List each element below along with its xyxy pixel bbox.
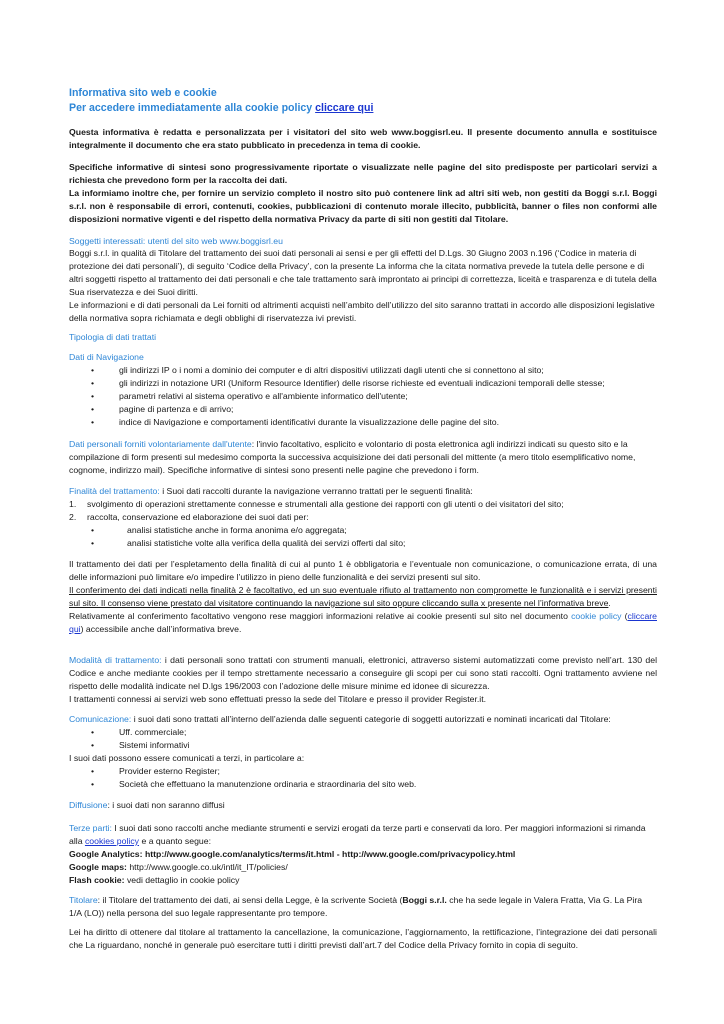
company-name: Boggi s.r.l.: [402, 895, 447, 905]
modalita-section: [69, 654, 657, 706]
google-maps-line: [69, 861, 657, 874]
cookie-policy-line: [69, 101, 657, 116]
soggetti-body: [69, 247, 657, 324]
navigation-data-list: [69, 364, 657, 429]
finalita-label: Finalità del trattamento:: [69, 486, 160, 496]
terze-parti-label: Terze parti:: [69, 823, 112, 833]
list-item: • parametri relativi al sistema operativo e all'ambiente informatico dell'utente;: [69, 390, 657, 403]
document-title: [69, 86, 657, 101]
terze-parti-paragraph: [69, 822, 657, 848]
cookies-policy-link[interactable]: cookies policy: [84, 835, 140, 846]
finalita-paragraph: [69, 485, 657, 498]
paren-open: (: [621, 610, 628, 621]
section-heading-tipologia: Tipologia di dati trattati: [69, 332, 157, 342]
finalita-list: [69, 498, 657, 524]
finalita-sublist: [69, 524, 657, 550]
terze-parti-text-end: e a quanto segue:: [139, 835, 212, 846]
intro-text-2: Specifiche informative di sintesi sono progressivamente riportate o visualizzate nelle pagine del sito predisposte per particolari servizi a richiesta che prevedono form per la raccolta dei dati.: [69, 162, 657, 185]
voluntary-data-label: Dati personali forniti volontariamente dall'utente: [69, 439, 252, 449]
list-item: [69, 511, 657, 524]
list-item: • Provider esterno Register;: [69, 765, 657, 778]
cookie-info-text: Relativamente al conferimento facoltativo vengono rese maggiori informazioni relative ai cookie presenti sul sito nel documento: [69, 610, 572, 621]
third-party-recipients-list: [69, 765, 657, 791]
intro-text-3: La informiamo inoltre che, per fornire un servizio completo il nostro sito può contenere link ad altri siti web, non gestiti da Boggi s.r.l. Boggi s.r.l. non è responsabile di errori, contenuti, cookies, pubblicazioni di contenuto morale illecito, pubblicità, banner o files non conformi alle disposizioni normative vigenti e del rispetto della normativa Privacy da parte di siti non gestiti dal Titolare.: [69, 187, 657, 224]
list-item: • gli indirizzi IP o i nomi a dominio dei computer e di altri dispositivi utilizzati dagli utenti che si connettono al sito;: [69, 364, 657, 377]
diffusione-paragraph: [69, 799, 657, 812]
subtitle-text: Per accedere immediatamente alla cookie policy: [69, 102, 313, 114]
list-item: • Sistemi informativi: [69, 739, 657, 752]
list-item: • pagine di partenza e di arrivo;: [69, 403, 657, 416]
terze-parti-section: [69, 822, 657, 887]
internal-recipients-list: [69, 726, 657, 752]
obligatory-paragraph: Il trattamento dei dati per l’espletamento della finalità di cui al punto 1 è obbligatoria e l’eventuale non comunicazione, o comunicazione errata, di una delle informazioni può limitare e/o impedire l’utilizzo in pieno delle funzionalità e dei servizi presenti sul sito.: [69, 559, 657, 582]
modalita-label: Modalità di trattamento:: [69, 655, 162, 665]
finalita-details: [69, 558, 657, 635]
comunicazione-text: i suoi dati sono trattati all’interno dell’azienda dalle seguenti categorie di soggetti autorizzati e nominati incaricati dal Titolare:: [131, 714, 611, 724]
terze-parti-text: I suoi dati sono raccolti anche mediante strumenti e servizi erogati da terze parti e conservati da loro. Per maggiori informazioni si rimanda alla: [69, 823, 646, 846]
cookie-policy-label: cookie policy: [571, 610, 622, 621]
list-item: • indice di Navigazione e comportamenti identificativi durante la visualizzazione delle pagine del sito.: [69, 416, 657, 429]
titolare-text-end: che ha sede legale in Valera Fratta, Via G. La Pira 1/A (LO)) nella persona del suo legale rappresentante pro tempore.: [69, 895, 643, 918]
list-number: 2.: [69, 511, 77, 522]
list-item: • analisi statistiche volte alla verifica della qualità dei servizi offerti dal sito;: [69, 537, 657, 550]
soggetti-paragraph-1: Boggi s.r.l. in qualità di Titolare del trattamento dei suoi dati personali ai sensi e per gli effetti del D.Lgs. 30 Giugno 2003 n.196 (‘Codice in materia di protezione dei dati personali’), di seguito ‘Codice della Privacy’, con la presente La informa che la citata normativa prevede la tutela delle persone e di altri soggetti rispetto al trattamento dei dati personali e che tale trattamento sarà improntato ai principi di correttezza, liceità e trasparenza e di tutela della Sua riservatezza e dei Suoi diritti.: [69, 248, 657, 297]
flash-cookie-text: vedi dettaglio in cookie policy: [124, 874, 240, 885]
title-text: Informativa sito web e cookie: [69, 87, 217, 99]
list-item: • analisi statistiche anche in forma anonima e/o aggregata;: [69, 524, 657, 537]
titolare-paragraph: [69, 894, 657, 920]
subheading-navigazione: Dati di Navigazione: [69, 352, 144, 362]
google-analytics-line: Google Analytics: http://www.google.com/analytics/terms/it.html - http://www.google.com/privacypolicy.html: [69, 848, 516, 859]
third-party-intro: I suoi dati possono essere comunicati a terzi, in particolare a:: [69, 752, 305, 763]
comunicazione-paragraph: [69, 713, 657, 726]
flash-cookie-label: Flash cookie:: [69, 874, 125, 885]
modalita-paragraph-2: I trattamenti connessi ai servizi web sono effettuati presso la sede del Titolare e presso il provider Register.it.: [69, 693, 487, 704]
diffusione-text: : i suoi dati non saranno diffusi: [107, 800, 225, 810]
flash-cookie-line: [69, 874, 657, 887]
consent-text: Il conferimento dei dati indicati nella finalità 2 è facoltativo, ed un suo eventuale rifiuto al trattamento non compromette le funzionalità e i servizi presenti sul sito. Il consenso viene prestato dal visitatore continuando la navigazione sul sito oppure cliccando sulla x presente nel l’informativa breve: [69, 584, 657, 608]
voluntary-data-text: : l'invio facoltativo, esplicito e volontario di posta elettronica agli indirizzi indicati su questo sito e la compilazione di form presenti sul medesimo comporta la successiva acquisizione dei dati personali del mittente (a mero titolo esemplificativo nome, cognome, indirizzo mail). Specifiche informative di sintesi sono presenti nelle pagine che prevedono i form.: [69, 439, 636, 475]
intro-paragraph-2: [69, 161, 657, 226]
list-text: raccolta, conservazione ed elaborazione dei suoi dati per:: [87, 511, 309, 522]
list-number: 1.: [69, 499, 77, 509]
cookie-policy-link[interactable]: cliccare qui: [315, 102, 374, 114]
intro-paragraph-1: Questa informativa è redatta e personalizzata per i visitatori del sito web www.boggisrl.eu. Il presente documento annulla e sostituisce integralmente il documento che era stato pubblicato in precedenza in tema di cookie.: [69, 127, 657, 150]
diffusione-label: Diffusione: [69, 800, 108, 810]
titolare-label: Titolare: [69, 895, 98, 905]
cookie-info-text-end: ) accessibile anche dall’informativa breve.: [80, 623, 242, 634]
consent-end: .: [608, 597, 611, 608]
google-maps-url: http://www.google.co.uk/intl/it_IT/policies/: [126, 861, 288, 872]
consent-paragraph: [69, 584, 657, 610]
modalita-paragraph: [69, 654, 657, 693]
finalita-text: i Suoi dati raccolti durante la navigazione verranno trattati per le seguenti finalità:: [159, 486, 473, 496]
section-heading-soggetti: Soggetti interessati: utenti del sito web www.boggisrl.eu: [69, 236, 283, 246]
list-item: [69, 498, 657, 511]
list-text: svolgimento di operazioni strettamente connesse e strumentali alla gestione dei rapporti con gli utenti o dei visitatori del sito;: [87, 499, 564, 509]
cookie-policy-link-2[interactable]: cliccare qui: [69, 610, 657, 634]
modalita-text: i dati personali sono trattati con strumenti manuali, elettronici, attraverso sistemi automatizzati come previsto nell’art. 130 del Codice e anche mediante cookies per il tempo strettamente necessario a conseguire gli scopi per cui sono stati raccolti. Ogni trattamento avviene nel rispetto delle modalità indicate nel D.lgs 196/2003 con l’adozione delle misure minime ed idonee di sicurezza.: [69, 655, 657, 691]
list-item: • Società che effettuano la manutenzione ordinaria e straordinaria del sito web.: [69, 778, 657, 791]
diritti-paragraph: Lei ha diritto di ottenere dal titolare al trattamento la cancellazione, la comunicazione, l’aggiornamento, la rettificazione, l’integrazione dei dati personali che La riguardano, nonché in generale può esercitare tutti i diritti previsti dall’art.7 del Codice della Privacy fornito in copia di seguito.: [69, 927, 657, 950]
comunicazione-label: Comunicazione:: [69, 714, 132, 724]
google-maps-label: Google maps:: [69, 861, 127, 872]
voluntary-data-paragraph: [69, 438, 657, 477]
list-item: • gli indirizzi in notazione URI (Uniform Resource Identifier) delle risorse richieste ed eventuali indicazioni temporali delle stesse;: [69, 377, 657, 390]
comunicazione-section: [69, 713, 657, 790]
list-item: • Uff. commerciale;: [69, 726, 657, 739]
cookie-info-paragraph: [69, 610, 657, 636]
soggetti-paragraph-2: Le informazioni e di dati personali da Lei forniti od altrimenti acquisti nell’ambito dell’utilizzo del sito saranno trattati in accordo alle disposizioni legislative della normativa sopra richiamata e degli obblighi di riservatezza ivi previsti.: [69, 299, 655, 323]
titolare-text: : il Titolare del trattamento dei dati, ai sensi della Legge, è la scrivente Società (: [97, 895, 403, 905]
